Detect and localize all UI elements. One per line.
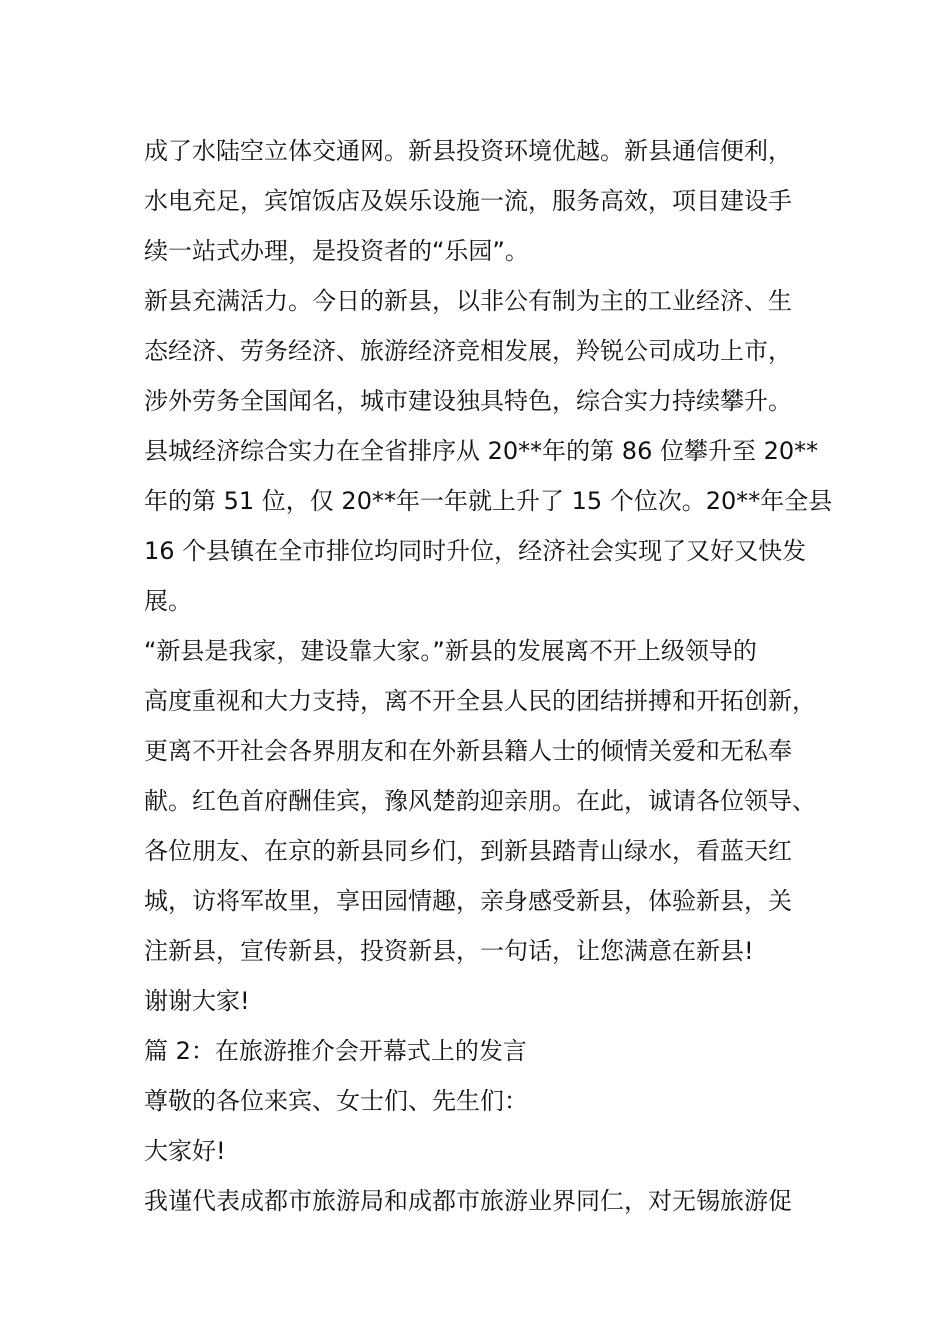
- text-line: 涉外劳务全国闻名，城市建设独具特色，综合实力持续攀升。: [144, 387, 792, 415]
- text-line: 高度重视和大力支持，离不开全县人民的团结拼搏和开拓创新，: [144, 687, 816, 715]
- text-line: 我谨代表成都市旅游局和成都市旅游业界同仁，对无锡旅游促: [144, 1187, 792, 1215]
- text-line: 城，访将军故里，享田园情趣，亲身感受新县，体验新县，关: [144, 887, 792, 915]
- text-line: 大家好!: [144, 1137, 226, 1165]
- text-line: 献。红色首府酬佳宾，豫风楚韵迎亲朋。在此，诚请各位领导、: [144, 787, 816, 815]
- text-line: 谢谢大家!: [144, 987, 250, 1015]
- text-line: 展。: [144, 587, 192, 615]
- text-line: 成了水陆空立体交通网。新县投资环境优越。新县通信便利，: [144, 137, 792, 165]
- text-line: 态经济、劳务经济、旅游经济竞相发展，羚锐公司成功上市，: [144, 337, 792, 365]
- text-line: 县城经济综合实力在全省排序从 20**年的第 86 位攀升至 20**: [144, 437, 819, 465]
- text-line: 各位朋友、在京的新县同乡们，到新县踏青山绿水，看蓝天红: [144, 837, 792, 865]
- text-line: “新县是我家，建设靠大家。”新县的发展离不开上级领导的: [144, 637, 757, 665]
- document-body: [144, 126, 833, 1226]
- text-line: 注新县，宣传新县，投资新县，一句话，让您满意在新县!: [144, 937, 754, 965]
- text-line: 尊敬的各位来宾、女士们、先生们：: [144, 1087, 528, 1115]
- text-line: 水电充足，宾馆饭店及娱乐设施一流，服务高效，项目建设手: [144, 187, 792, 215]
- text-line: 续一站式办理，是投资者的“乐园”。: [144, 237, 529, 265]
- text-line: 更离不开社会各界朋友和在外新县籍人士的倾情关爱和无私奉: [144, 737, 792, 765]
- section-heading: 篇 2：在旅游推介会开幕式上的发言: [144, 1037, 527, 1065]
- text-line: 16 个县镇在全市排位均同时升位，经济社会实现了又好又快发: [144, 537, 807, 565]
- text-line: 新县充满活力。今日的新县，以非公有制为主的工业经济、生: [144, 287, 792, 315]
- text-line: 年的第 51 位，仅 20**年一年就上升了 15 个位次。20**年全县: [144, 487, 833, 515]
